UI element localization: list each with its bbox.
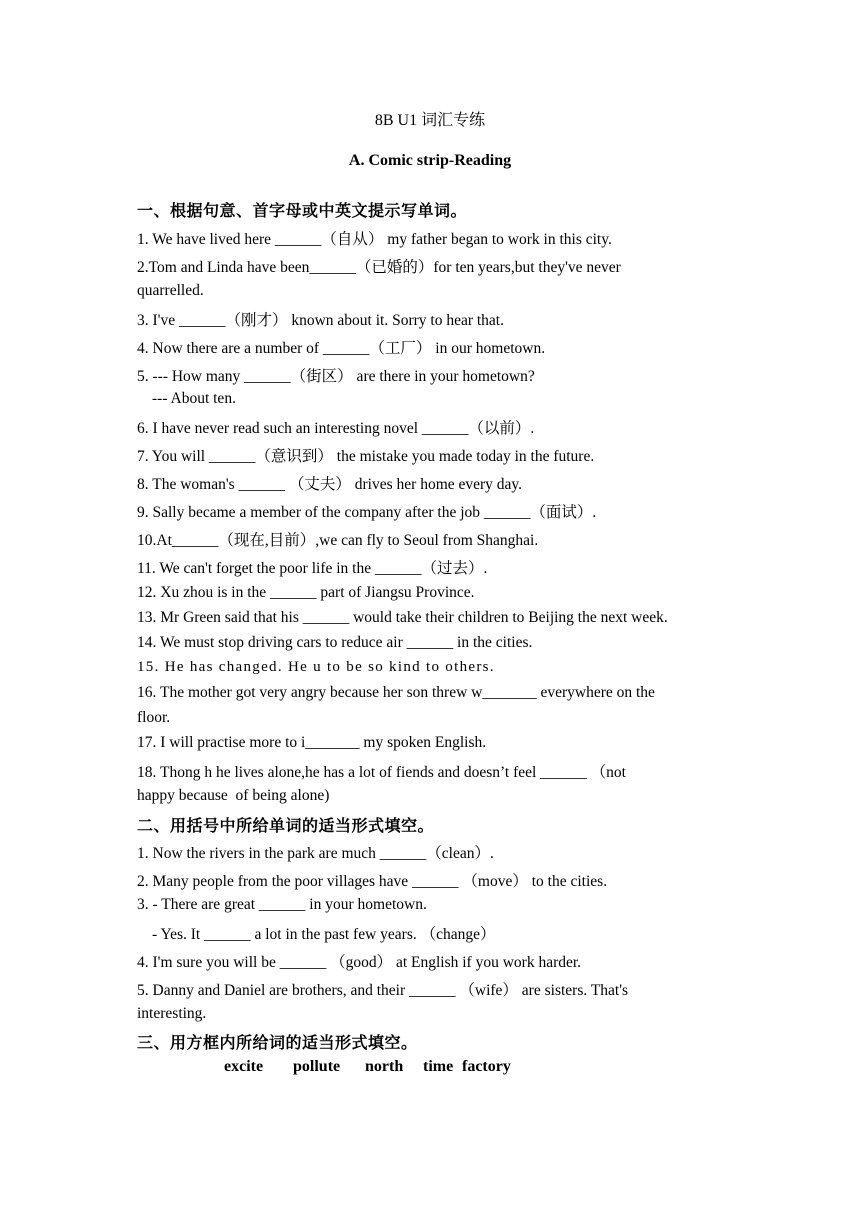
section1-line: 17. I will practise more to i_______ my spoken English.: [137, 734, 487, 751]
section1-line: quarrelled.: [137, 282, 204, 299]
word-bank: [224, 1058, 511, 1076]
section1-line: 9. Sally became a member of the company after the job ______（面试）.: [137, 504, 597, 521]
document-title: 8B U1 词汇专练: [374, 112, 486, 129]
word-bank-item: factory: [462, 1058, 511, 1075]
section1-line: 14. We must stop driving cars to reduce air ______ in the cities.: [137, 634, 533, 651]
section1-line: 3. I've ______（刚才） known about it. Sorry to hear that.: [137, 312, 504, 329]
section1-line: 6. I have never read such an interesting novel ______（以前）.: [137, 420, 535, 437]
word-bank-item: excite: [224, 1058, 264, 1075]
section2-line: 3. - There are great ______ in your hometown.: [137, 896, 427, 913]
section1-line: floor.: [137, 709, 171, 726]
section1-line: 8. The woman's ______ （丈夫） drives her home every day.: [137, 476, 523, 493]
section1-line: 7. You will ______（意识到） the mistake you made today in the future.: [137, 448, 595, 465]
section1-line: 10.At______（现在,目前）,we can fly to Seoul from Shanghai.: [137, 532, 539, 549]
word-bank-item: pollute: [293, 1058, 341, 1075]
section2-line: 1. Now the rivers in the park are much ______（clean）.: [137, 845, 494, 862]
section1-line: --- About ten.: [152, 390, 236, 407]
word-bank-item: north: [365, 1058, 404, 1075]
section1-line: 18. Thong h he lives alone,he has a lot of fiends and doesn’t feel ______ （not: [137, 764, 626, 781]
word-bank-item: time: [423, 1058, 454, 1075]
section2-line: 5. Danny and Daniel are brothers, and their ______ （wife） are sisters. That's: [137, 982, 629, 999]
section2-line: 2. Many people from the poor villages have ______ （move） to the cities.: [137, 873, 608, 890]
section1-line: 1. We have lived here ______（自从） my father began to work in this city.: [137, 231, 612, 248]
section1-line: 15. He has changed. He u to be so kind to others.: [137, 659, 495, 675]
section2-line: 4. I'm sure you will be ______ （good） at English if you work harder.: [137, 954, 582, 971]
section1-line: 5. --- How many ______（街区） are there in your hometown?: [137, 368, 535, 385]
section2-line: - Yes. It ______ a lot in the past few years. （change）: [152, 926, 496, 943]
section1-line: 12. Xu zhou is in the ______ part of Jiangsu Province.: [137, 584, 475, 601]
document-subtitle: A. Comic strip-Reading: [348, 152, 512, 169]
section3-heading: 三、用方框内所给词的适当形式填空。: [137, 1033, 418, 1052]
section2-heading: 二、用括号中所给单词的适当形式填空。: [137, 816, 435, 835]
section1-line: 11. We can't forget the poor life in the ______（过去）.: [137, 560, 488, 577]
section1-line: happy because of being alone): [137, 787, 330, 804]
section1-line: 2.Tom and Linda have been______（已婚的）for ten years,but they've never: [137, 259, 621, 276]
section1-line: 16. The mother got very angry because her son threw w_______ everywhere on the: [137, 684, 655, 701]
section1-line: 13. Mr Green said that his ______ would take their children to Beijing the next week.: [137, 609, 668, 626]
section2-line: interesting.: [137, 1005, 207, 1022]
section1-line: 4. Now there are a number of ______（工厂） in our hometown.: [137, 340, 546, 357]
section1-heading: 一、根据句意、首字母或中英文提示写单词。: [137, 201, 468, 220]
